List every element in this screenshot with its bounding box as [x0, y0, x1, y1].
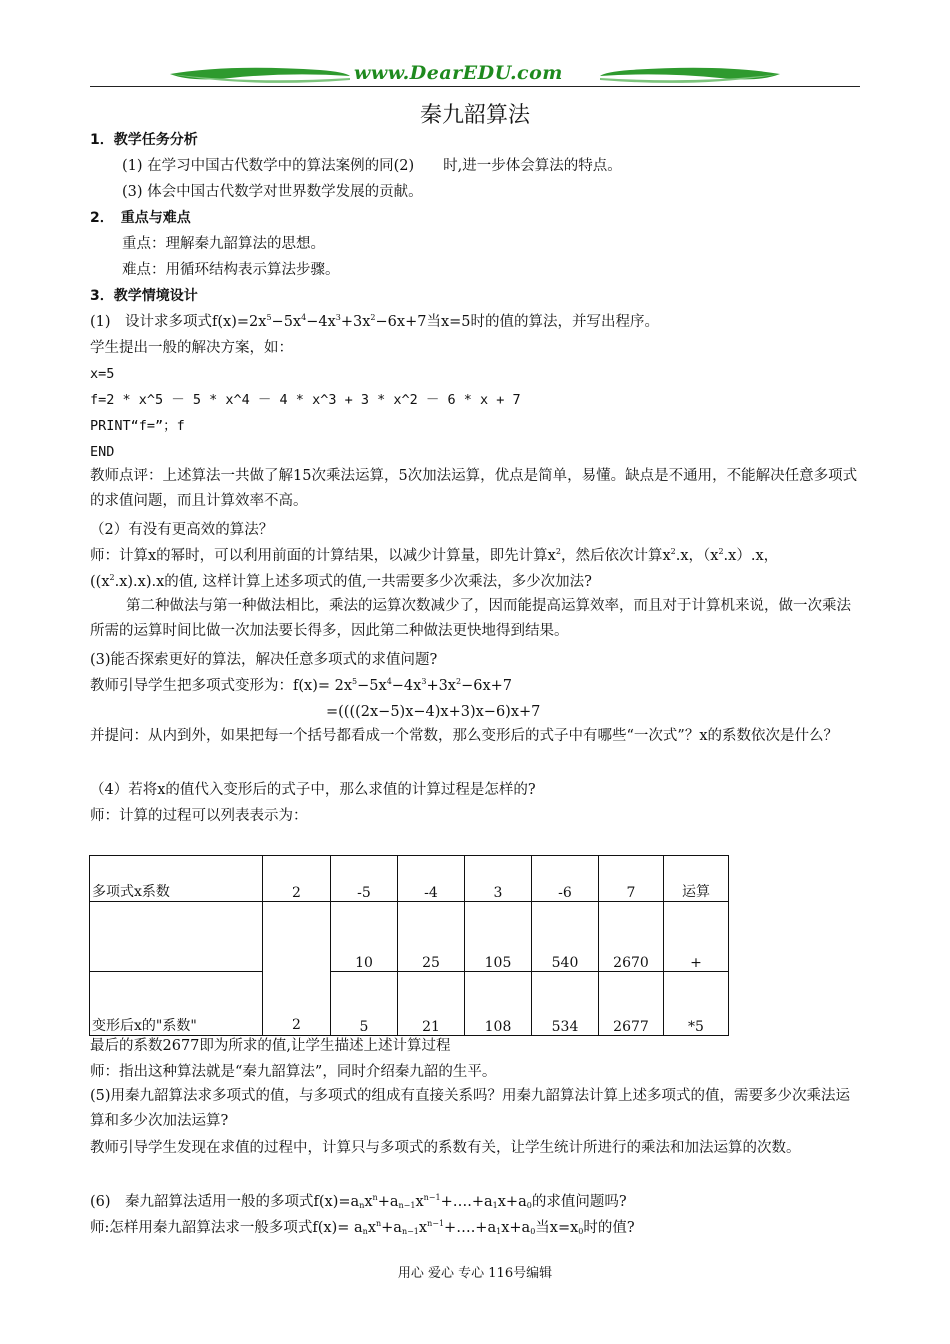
table-cell: 2: [263, 902, 331, 1036]
calculation-table: [89, 855, 729, 1036]
table-cell: 多项式x系数: [90, 856, 263, 902]
logo-text[interactable]: www.DearEDU.com: [354, 62, 563, 84]
table-cell: -4: [398, 856, 465, 902]
table-cell: +: [664, 902, 729, 972]
table-cell: 534: [532, 972, 599, 1036]
table-cell: 变形后x的"系数": [90, 972, 263, 1036]
table-cell: 3: [465, 856, 532, 902]
table-cell: 运算: [664, 856, 729, 902]
question-4: （4）若将x的值代入变形后的式子中，那么求值的计算过程是怎样的?: [90, 782, 536, 798]
difficulty-text: 难点：用循环结构表示算法步骤。: [122, 262, 340, 278]
table-row: [90, 972, 729, 1036]
section1-item1: (1) 在学习中国古代数学中的算法案例的同(2) 时,进一步体会算法的特点。: [122, 158, 622, 174]
teacher-6: 师:怎样用秦九韶算法求一般多项式$f(x)= a_nx^n+a_{n-1}x^{n-1}+\dots.+a_1x+a_0$当$x=x_0$时的值?: [90, 1219, 635, 1236]
table-cell: *5: [664, 972, 729, 1036]
table-cell: -5: [331, 856, 398, 902]
teacher-2-line1: 师：计算x的幂时，可以利用前面的计算结果，以减少计算量，即先计算$x^2$，然后依次计算$x^2.x$，$(x^2.x).x$，: [90, 547, 779, 564]
focus-text: 重点：理解秦九韶算法的思想。: [122, 236, 325, 252]
table-cell: 7: [599, 856, 664, 902]
section1-heading: 1．教学任务分析: [90, 132, 198, 148]
table-cell: 105: [465, 902, 532, 972]
teacher-4: 师：计算的过程可以列表表示为：: [90, 808, 308, 824]
teacher-comment: 教师点评：上述算法一共做了解15次乘法运算，5次加法运算，优点是简单，易懂。缺点是不通用，不能解决任意多项式的求值问题，而且计算效率不高。: [90, 468, 858, 509]
section3-heading: 3．教学情境设计: [90, 288, 198, 304]
table-cell: 10: [331, 902, 398, 972]
after-p1: 最后的系数2677即为所求的值,让学生描述上述计算过程: [90, 1038, 451, 1054]
second-method: 第二种做法与第一种做法相比，乘法的运算次数减少了，因而能提高运算效率，而且对于计算机来说，做一次乘法所需的运算时间比做一次加法要长得多，因此第二种做法更快地得到结果。: [90, 598, 851, 639]
after-p4: 教师引导学生发现在求值的过程中，计算只与多项式的系数有关，让学生统计所进行的乘法和加法运算的次数。: [90, 1140, 801, 1156]
table-cell: 5: [331, 972, 398, 1036]
page-title: 秦九韶算法: [419, 103, 530, 128]
table-cell: 21: [398, 972, 465, 1036]
code-line-4: END: [90, 444, 115, 460]
table-cell: 2677: [599, 972, 664, 1036]
table-cell: 540: [532, 902, 599, 972]
table-row: [90, 856, 729, 902]
table-cell: 2: [263, 856, 331, 902]
code-line-3: PRINT“f=”；f: [90, 418, 185, 434]
header-divider: [90, 86, 860, 87]
question-2: （2）有没有更高效的算法？: [90, 522, 274, 538]
question-5: (5)用秦九韶算法求多项式的值，与多项式的组成有直接关系吗？用秦九韶算法计算上述多项式的值，需要多少次乘法运算和多少次加法运算?: [90, 1088, 851, 1129]
ask-question: 并提问：从内到外，如果把每一个括号都看成一个常数，那么变形后的式子中有哪些“一次式”？x的系数依次是什么？: [90, 728, 838, 744]
section2-heading: 2． 重点与难点: [90, 210, 191, 226]
table-row: [90, 902, 729, 972]
table-cell: 2670: [599, 902, 664, 972]
question-6: (6) 秦九韶算法适用一般的多项式$f(x)=a_nx^n+a_{n-1}x^{n-1}+\dots.+a_1x+a_0$的求值问题吗?: [90, 1193, 627, 1210]
table-cell: -6: [532, 856, 599, 902]
header-logo: [170, 62, 780, 88]
transform-line2: =((((2x−5)x−4)x+3)x−6)x+7: [326, 704, 541, 720]
transform-line1: 教师引导学生把多项式变形为：$f(x)= 2x^5-5x^4-4x^3+3x^2-6x+7$: [90, 677, 513, 694]
teacher-2-line2: $((x^2.x).x).x$的值, 这样计算上述多项式的值,一共需要多少次乘法，多少次加法?: [90, 573, 592, 590]
code-line-1: x=5: [90, 366, 115, 382]
code-line-2: f=2 * x^5 － 5 * x^4 － 4 * x^3 + 3 * x^2 － 6 * x + 7: [90, 392, 521, 408]
section1-item2: (3) 体会中国古代数学对世界数学发展的贡献。: [122, 184, 423, 200]
table-cell: 25: [398, 902, 465, 972]
question-1: (1) 设计求多项式$f(x)=2x^5-5x^4-4x^3+3x^2-6x+7$当x=5时的值的算法，并写出程序。: [90, 313, 659, 330]
table-cell: [90, 902, 263, 972]
after-p2: 师：指出这种算法就是“秦九韶算法”，同时介绍秦九韶的生平。: [90, 1064, 497, 1080]
table-cell: 108: [465, 972, 532, 1036]
page-footer: 用心 爱心 专心 116号编辑: [397, 1266, 553, 1281]
student-plan: 学生提出一般的解决方案，如：: [90, 340, 293, 356]
question-3: (3)能否探索更好的算法，解决任意多项式的求值问题?: [90, 652, 438, 668]
